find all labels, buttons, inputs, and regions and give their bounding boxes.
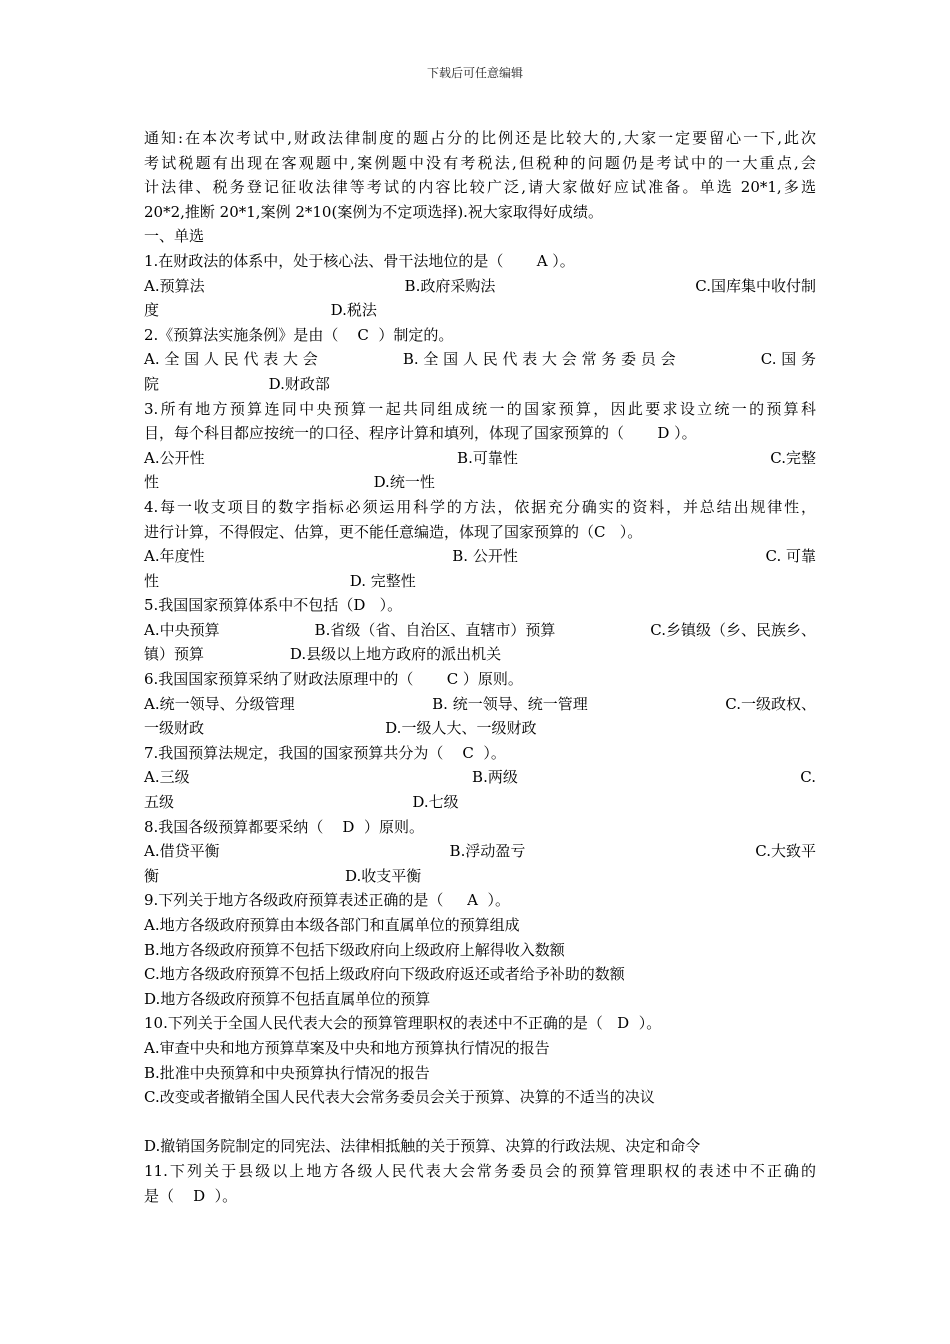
question-6-options bbox=[144, 692, 816, 717]
option-c: C. bbox=[800, 768, 816, 787]
option-b: B.浮动盈亏 bbox=[449, 842, 526, 861]
question-1-options-cont: 度 D.税法 bbox=[144, 301, 377, 320]
option-a: A.年度性 bbox=[144, 547, 205, 566]
question-2-options-cont: 院 D.财政部 bbox=[144, 374, 330, 393]
option-a: A.三级 bbox=[144, 768, 190, 787]
question-11-stem-line-1: 11.下列关于县级以上地方各级人民代表大会常务委员会的预算管理职权的表述中不正确的 bbox=[144, 1161, 816, 1180]
question-4-stem-line-1: 4.每一收支项目的数字指标必须运用科学的方法，依据充分确实的资料，并总结出规律性， bbox=[144, 497, 816, 516]
question-9-stem: 9.下列关于地方各级政府预算表述正确的是（ A ）。 bbox=[144, 891, 511, 910]
option-b: B. 全 国 人 民 代 表 大 会 常 务 委 员 会 bbox=[402, 350, 676, 369]
option-b: B.可靠性 bbox=[457, 448, 518, 467]
question-6-options-cont: 一级财政 D.一级人大、一级财政 bbox=[144, 719, 537, 738]
option-c: C.一级政权、 bbox=[725, 694, 816, 713]
option-a: A.公开性 bbox=[144, 448, 205, 467]
notice-line-3: 计法律、税务登记征收法律等考试的内容比较广泛,请大家做好应试准备。单选 20*1,多选 bbox=[144, 178, 816, 197]
option-b: B. 统一领导、统一管理 bbox=[432, 694, 588, 713]
question-7-options bbox=[144, 765, 816, 790]
question-5-options-cont: 镇）预算 D.县级以上地方政府的派出机关 bbox=[144, 645, 502, 664]
option-c: C.完整 bbox=[770, 448, 816, 467]
notice-line-2: 考试税题有出现在客观题中,案例题中没有考税法,但税种的问题仍是考试中的一大重点,会 bbox=[144, 153, 816, 172]
question-4-stem-line-2: 进行计算，不得假定、估算，更不能任意编造，体现了国家预算的（C ）。 bbox=[144, 522, 643, 541]
question-3-options bbox=[144, 446, 816, 471]
option-b: B.地方各级政府预算不包括下级政府向上级政府上解得收入数额 bbox=[144, 940, 565, 959]
question-5-stem: 5.我国国家预算体系中不包括（D ）。 bbox=[144, 596, 403, 615]
option-c: C.地方各级政府预算不包括上级政府向下级政府返还或者给予补助的数额 bbox=[144, 965, 625, 984]
question-4-options-cont: 性 D. 完整性 bbox=[144, 571, 416, 590]
option-a: A.审查中央和地方预算草案及中央和地方预算执行情况的报告 bbox=[144, 1038, 550, 1057]
option-a: A. 全 国 人 民 代 表 大 会 bbox=[144, 350, 318, 369]
question-3-options-cont: 性 D.统一性 bbox=[144, 473, 435, 492]
question-1-stem: 1.在财政法的体系中，处于核心法、骨干法地位的是（ A ）。 bbox=[144, 251, 575, 270]
option-c: C.乡镇级（乡、民族乡、 bbox=[650, 620, 816, 639]
question-8-options-cont: 衡 D.收支平衡 bbox=[144, 866, 422, 885]
option-c: C.改变或者撤销全国人民代表大会常务委员会关于预算、决算的不适当的决议 bbox=[144, 1088, 655, 1107]
question-4-options bbox=[144, 544, 816, 569]
question-6-stem: 6.我国国家预算采纳了财政法原理中的（ C ）原则。 bbox=[144, 670, 523, 689]
question-7-options-cont: 五级 D.七级 bbox=[144, 793, 459, 812]
option-d: D.地方各级政府预算不包括直属单位的预算 bbox=[144, 989, 431, 1008]
option-c: C.大致平 bbox=[755, 842, 816, 861]
question-10-stem: 10.下列关于全国人民代表大会的预算管理职权的表述中不正确的是（ D ）。 bbox=[144, 1014, 662, 1033]
blank-line bbox=[144, 1110, 816, 1135]
notice-line-1: 通知:在本次考试中,财政法律制度的题占分的比例还是比较大的,大家一定要留心一下,此次 bbox=[144, 129, 816, 147]
option-d: D.撤销国务院制定的同宪法、法律相抵触的关于预算、决算的行政法规、决定和命令 bbox=[144, 1137, 701, 1156]
notice-line-4: 20*2,推断 20*1,案例 2*10(案例为不定项选择).祝大家取得好成绩。 bbox=[144, 202, 603, 221]
question-3-stem-line-2: 目，每个科目都应按统一的口径、程序计算和填列，体现了国家预算的（ D ）。 bbox=[144, 424, 697, 443]
section-title: 一、单选 bbox=[144, 227, 205, 246]
option-b: B.批准中央预算和中央预算执行情况的报告 bbox=[144, 1063, 430, 1082]
question-8-stem: 8.我国各级预算都要采纳（ D ）原则。 bbox=[144, 817, 424, 836]
option-c: C. 可靠 bbox=[765, 547, 816, 566]
question-5-options bbox=[144, 618, 816, 643]
question-7-stem: 7.我国预算法规定，我国的国家预算共分为（ C ）。 bbox=[144, 743, 506, 762]
question-3-stem-line-1: 3.所有地方预算连同中央预算一起共同组成统一的国家预算，因此要求设立统一的预算科 bbox=[144, 399, 816, 418]
option-a: A.借贷平衡 bbox=[144, 842, 220, 861]
question-11-stem-line-2: 是（ D ）。 bbox=[144, 1186, 238, 1205]
option-b: B.两级 bbox=[472, 768, 518, 787]
option-b: B.政府采购法 bbox=[404, 276, 496, 295]
option-c: C. 国 务 bbox=[760, 350, 816, 369]
option-a: A.中央预算 bbox=[144, 620, 220, 639]
option-c: C.国库集中收付制 bbox=[695, 276, 816, 295]
question-2-options bbox=[144, 347, 816, 372]
option-a: A.地方各级政府预算由本级各部门和直属单位的预算组成 bbox=[144, 916, 520, 934]
document-body bbox=[144, 126, 816, 1208]
question-1-options bbox=[144, 274, 816, 299]
question-2-stem: 2.《预算法实施条例》是由（ C ）制定的。 bbox=[144, 325, 454, 344]
question-8-options bbox=[144, 839, 816, 864]
option-b: B.省级（省、自治区、直辖市）预算 bbox=[314, 620, 556, 639]
page-header: 下载后可任意编辑 bbox=[426, 66, 523, 80]
option-a: A.统一领导、分级管理 bbox=[144, 694, 295, 713]
option-a: A.预算法 bbox=[144, 276, 205, 295]
option-b: B. 公开性 bbox=[452, 547, 518, 566]
